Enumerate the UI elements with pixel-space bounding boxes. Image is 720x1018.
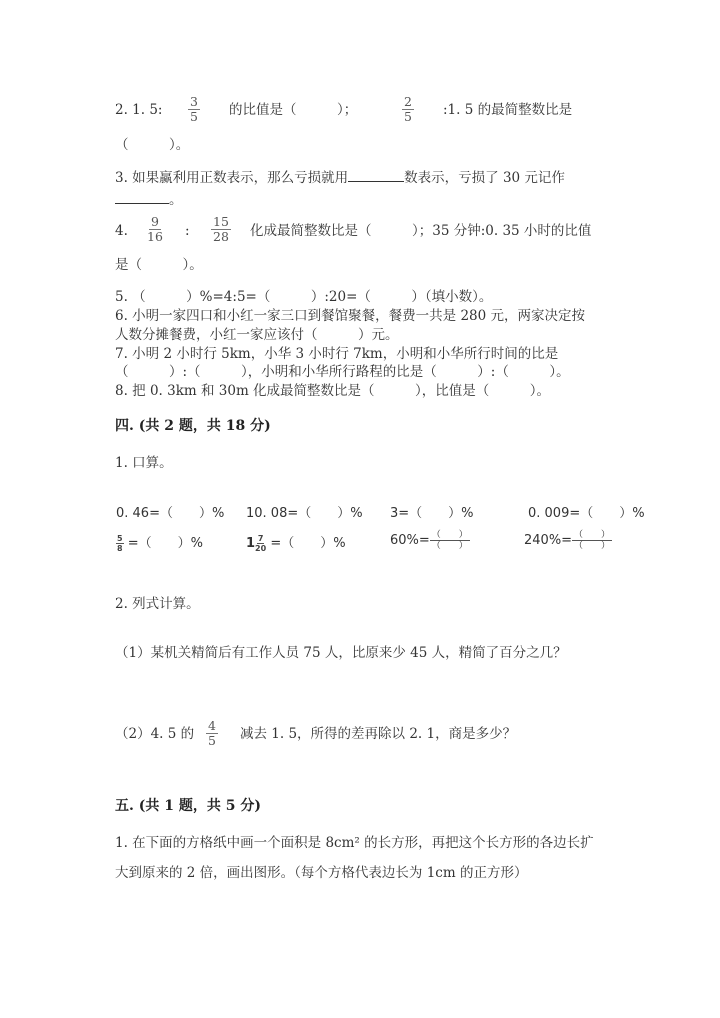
blank-fraction[interactable]: $\frac{( )}{( )}$ — [574, 530, 611, 551]
grid-question-line1: 1. 在下面的方格纸中画一个面积是 8cm² 的长方形，再把这个长方形的各边长扩 — [115, 835, 594, 851]
written-calc-part-2-prefix: （2）4. 5 的 — [115, 726, 195, 742]
oral-item-3: 3=（ ）% — [390, 506, 474, 521]
grid-question-line2: 大到原来的 2 倍，画出图形。（每个方格代表边长为 1cm 的正方形） — [115, 865, 528, 881]
q8: 8. 把 0. 3km 和 30m 化成最简整数比是（ ），比值是（ ）。 — [115, 383, 551, 399]
blank-fraction[interactable]: $\frac{( )}{( )}$ — [431, 530, 468, 551]
q3-answer-blank-1[interactable] — [348, 169, 404, 182]
q3-text-a: 3. 如果赢利用正数表示，那么亏损就用 — [115, 170, 349, 186]
fraction-numerator: 4 — [208, 718, 216, 733]
written-calc-title: 2. 列式计算。 — [115, 596, 200, 612]
q4-line2: 是（ ）。 — [115, 257, 203, 273]
fraction-numerator: 9 — [150, 214, 159, 229]
oral-item-6: 1 $\frac{7}{20}$ =（ ）% — [246, 534, 346, 553]
q3-answer-blank-2[interactable] — [115, 191, 169, 204]
q4-prefix: 4. — [115, 223, 128, 239]
fraction-5-8: $\frac{5}{8}$ — [117, 534, 123, 553]
fraction-denominator: 16 — [147, 229, 163, 244]
q2-prefix: 2. 1. 5: — [115, 102, 163, 118]
q2-fraction-1 — [188, 95, 200, 124]
q3-line2 — [115, 191, 183, 209]
oral-item-4: 0. 009=（ ）% — [528, 506, 645, 521]
fraction-numerator: 3 — [190, 94, 198, 109]
q3-text-b: 数表示，亏损了 30 元记作 — [404, 170, 565, 186]
q6-line1: 6. 小明一家四口和小红一家三口到餐馆聚餐，餐费一共是 280 元，两家决定按 — [115, 308, 586, 324]
section-4-heading: 四. (共 2 题，共 18 分) — [115, 418, 271, 434]
oral-item-8: 240%= $\frac{( )}{( )}$ — [524, 530, 611, 551]
fraction-denominator: 5 — [208, 733, 216, 748]
oral-item-5: $\frac{5}{8}$ =（ ）% — [117, 534, 203, 553]
q4-fraction-2 — [211, 215, 231, 244]
fraction-denominator: 28 — [213, 229, 229, 244]
fraction-denominator: 5 — [404, 109, 412, 124]
q2-middle-text: 的比值是（ ）； — [229, 102, 358, 118]
fraction-numerator: 2 — [404, 94, 412, 109]
q4-fraction-1 — [145, 215, 165, 244]
written-calc-part-1: （1）某机关精简后有工作人员 75 人，比原来少 45 人，精简了百分之几？ — [115, 645, 567, 661]
q2-line2: （ ）。 — [115, 137, 190, 153]
q6-line2: 人数分摊餐费，小红一家应该付（ ）元。 — [115, 327, 399, 343]
q4-suffix: 化成最简整数比是（ ）；35 分钟:0. 35 小时的比值 — [250, 223, 592, 239]
oral-item-1: 0. 46=（ ）% — [116, 506, 225, 521]
q7-line2: （ ）:（ ），小明和小华所行路程的比是（ ）:（ ）。 — [115, 364, 570, 380]
q4-colon: : — [185, 223, 190, 239]
q3-line1 — [115, 169, 565, 187]
q7-line1: 7. 小明 2 小时行 5km，小华 3 小时行 7km，小明和小华所行时间的比是 — [115, 346, 559, 362]
oral-calc-title: 1. 口算。 — [115, 455, 173, 471]
written-calc-part-2-suffix: 减去 1. 5，所得的差再除以 2. 1，商是多少？ — [240, 726, 517, 742]
oral-item-2: 10. 08=（ ）% — [246, 506, 363, 521]
written-calc-fraction — [206, 719, 218, 748]
q2-suffix: :1. 5 的最简整数比是 — [443, 102, 573, 118]
fraction-numerator: 15 — [213, 214, 229, 229]
oral-item-7: 60%= $\frac{( )}{( )}$ — [390, 530, 468, 551]
q3-line2-end: 。 — [169, 192, 183, 208]
q2-fraction-2 — [402, 95, 414, 124]
fraction-denominator: 5 — [190, 109, 198, 124]
mixed-fraction-1-7-20: $\frac{7}{20}$ — [255, 534, 267, 553]
q5: 5. （ ）%=4:5=（ ）:20=（ ）（填小数）。 — [115, 289, 493, 305]
section-5-heading: 五. (共 1 题，共 5 分) — [115, 798, 261, 814]
